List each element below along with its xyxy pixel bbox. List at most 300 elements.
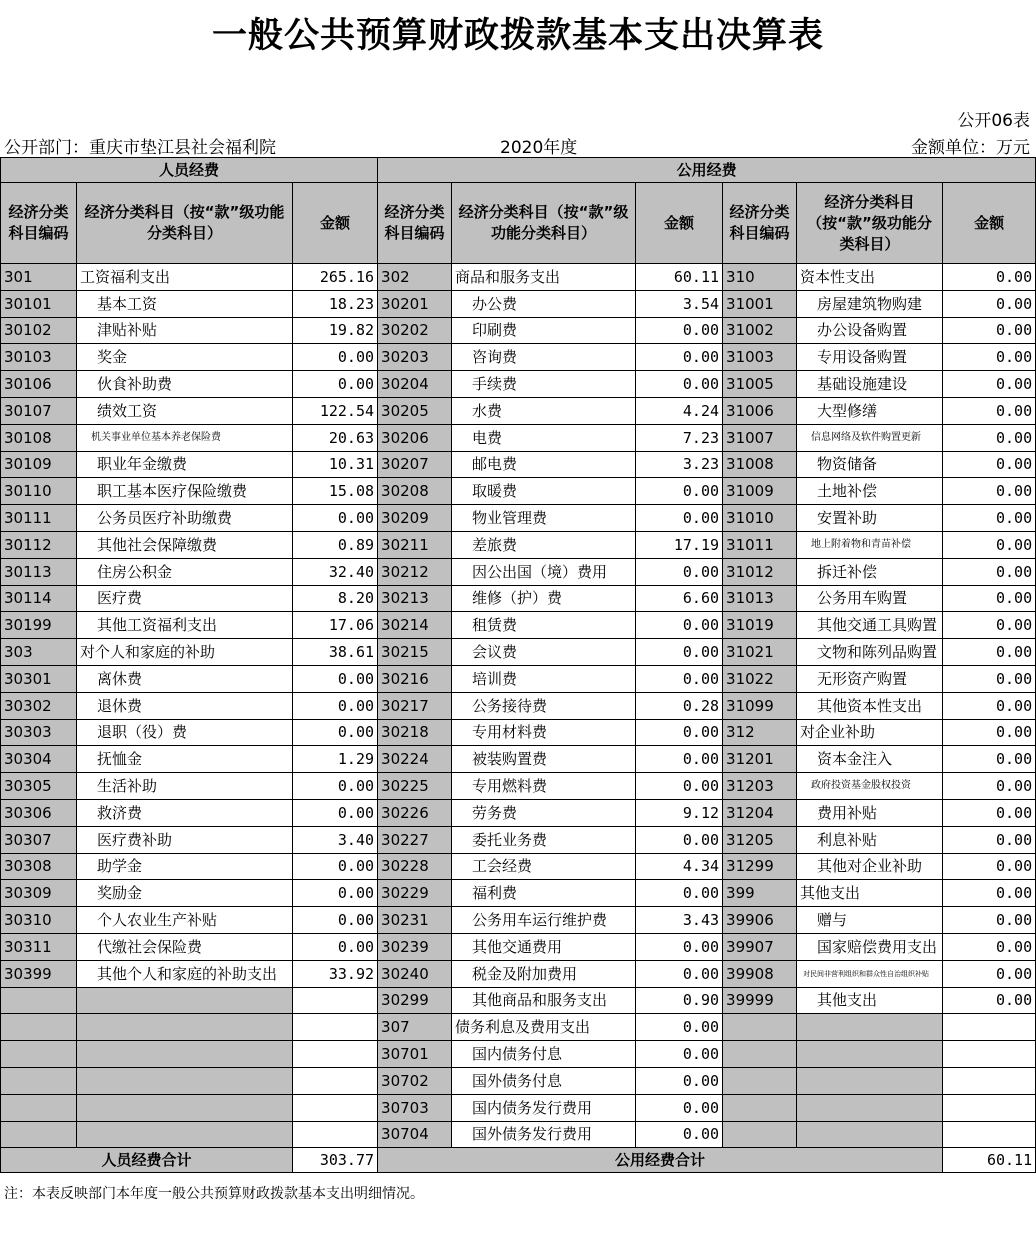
cell-amount: 8.20 bbox=[293, 585, 378, 612]
cell-amount: 0.00 bbox=[636, 665, 723, 692]
cell-name: 资本金注入 bbox=[797, 746, 943, 773]
cell-code: 31006 bbox=[723, 397, 797, 424]
cell-name bbox=[77, 1067, 293, 1094]
cell-code: 30217 bbox=[378, 692, 452, 719]
cell-amount: 0.00 bbox=[293, 344, 378, 371]
cell-amount: 0.00 bbox=[636, 1121, 723, 1148]
cell-code: 31022 bbox=[723, 665, 797, 692]
col-header-code: 经济分类科目编码 bbox=[1, 183, 77, 264]
cell-name: 地上附着物和青苗补偿 bbox=[797, 531, 943, 558]
cell-name: 专用设备购置 bbox=[797, 344, 943, 371]
cell-amount: 3.43 bbox=[636, 907, 723, 934]
cell-name: 职工基本医疗保险缴费 bbox=[77, 478, 293, 505]
cell-code: 307 bbox=[378, 1014, 452, 1041]
cell-name: 物资储备 bbox=[797, 451, 943, 478]
cell-name: 资本性支出 bbox=[797, 264, 943, 291]
cell-amount: 0.00 bbox=[636, 880, 723, 907]
cell-code: 39999 bbox=[723, 987, 797, 1014]
cell-amount: 0.00 bbox=[943, 424, 1036, 451]
cell-code: 30216 bbox=[378, 665, 452, 692]
cell-code: 30299 bbox=[378, 987, 452, 1014]
cell-code: 30108 bbox=[1, 424, 77, 451]
cell-name: 医疗费 bbox=[77, 585, 293, 612]
cell-name: 其他交通工具购置 bbox=[797, 612, 943, 639]
cell-amount: 0.00 bbox=[943, 826, 1036, 853]
cell-name: 公务员医疗补助缴费 bbox=[77, 505, 293, 532]
cell-name: 其他交通费用 bbox=[452, 933, 636, 960]
cell-name: 商品和服务支出 bbox=[452, 264, 636, 291]
cell-code: 302 bbox=[378, 264, 452, 291]
cell-amount: 9.12 bbox=[636, 799, 723, 826]
cell-name: 委托业务费 bbox=[452, 826, 636, 853]
table-row bbox=[1, 1014, 1036, 1041]
table-row bbox=[1, 531, 1036, 558]
expenditure-table bbox=[0, 157, 1036, 1173]
cell-code: 30199 bbox=[1, 612, 77, 639]
cell-name: 培训费 bbox=[452, 665, 636, 692]
cell-name: 其他个人和家庭的补助支出 bbox=[77, 960, 293, 987]
cell-code bbox=[723, 1121, 797, 1148]
cell-amount: 0.00 bbox=[943, 907, 1036, 934]
cell-amount bbox=[293, 1041, 378, 1068]
cell-amount: 0.00 bbox=[293, 799, 378, 826]
cell-name: 绩效工资 bbox=[77, 397, 293, 424]
cell-name: 政府投资基金股权投资 bbox=[797, 773, 943, 800]
cell-code: 30227 bbox=[378, 826, 452, 853]
cell-amount: 0.00 bbox=[943, 987, 1036, 1014]
cell-name: 专用燃料费 bbox=[452, 773, 636, 800]
table-row bbox=[1, 558, 1036, 585]
cell-name bbox=[77, 1094, 293, 1121]
cell-code: 31001 bbox=[723, 290, 797, 317]
cell-name bbox=[77, 987, 293, 1014]
group-header-personnel: 人员经费 bbox=[1, 158, 378, 183]
cell-amount: 60.11 bbox=[636, 264, 723, 291]
cell-code: 30231 bbox=[378, 907, 452, 934]
cell-amount bbox=[943, 1041, 1036, 1068]
cell-amount: 0.00 bbox=[943, 692, 1036, 719]
cell-name: 费用补贴 bbox=[797, 799, 943, 826]
cell-code: 30208 bbox=[378, 478, 452, 505]
personnel-total-value: 303.77 bbox=[293, 1148, 378, 1173]
cell-code: 30107 bbox=[1, 397, 77, 424]
cell-amount: 19.82 bbox=[293, 317, 378, 344]
cell-code bbox=[1, 1041, 77, 1068]
cell-code: 30311 bbox=[1, 933, 77, 960]
cell-amount bbox=[943, 1067, 1036, 1094]
table-row bbox=[1, 264, 1036, 291]
column-header-row bbox=[1, 183, 1036, 264]
table-row bbox=[1, 585, 1036, 612]
cell-name: 维修（护）费 bbox=[452, 585, 636, 612]
cell-code: 30306 bbox=[1, 799, 77, 826]
cell-code: 31203 bbox=[723, 773, 797, 800]
cell-amount: 0.00 bbox=[636, 719, 723, 746]
cell-name: 基本工资 bbox=[77, 290, 293, 317]
cell-amount bbox=[293, 1121, 378, 1148]
cell-name: 其他社会保障缴费 bbox=[77, 531, 293, 558]
cell-name bbox=[797, 1094, 943, 1121]
cell-name: 利息补贴 bbox=[797, 826, 943, 853]
cell-code bbox=[723, 1067, 797, 1094]
table-row bbox=[1, 639, 1036, 666]
cell-name bbox=[797, 1041, 943, 1068]
cell-name: 安置补助 bbox=[797, 505, 943, 532]
cell-amount: 0.00 bbox=[636, 317, 723, 344]
cell-amount: 0.00 bbox=[293, 665, 378, 692]
cell-name: 电费 bbox=[452, 424, 636, 451]
cell-name: 咨询费 bbox=[452, 344, 636, 371]
col-header-amount: 金额 bbox=[636, 183, 723, 264]
table-row bbox=[1, 987, 1036, 1014]
cell-code: 31013 bbox=[723, 585, 797, 612]
cell-code: 31010 bbox=[723, 505, 797, 532]
cell-amount: 0.00 bbox=[636, 371, 723, 398]
cell-name: 因公出国（境）费用 bbox=[452, 558, 636, 585]
cell-amount: 0.90 bbox=[636, 987, 723, 1014]
cell-code: 30309 bbox=[1, 880, 77, 907]
cell-amount: 0.00 bbox=[943, 746, 1036, 773]
cell-amount: 10.31 bbox=[293, 451, 378, 478]
cell-code: 30211 bbox=[378, 531, 452, 558]
cell-code: 30218 bbox=[378, 719, 452, 746]
table-row bbox=[1, 1041, 1036, 1068]
cell-code: 31007 bbox=[723, 424, 797, 451]
cell-code: 31019 bbox=[723, 612, 797, 639]
cell-name: 奖励金 bbox=[77, 880, 293, 907]
cell-amount: 0.00 bbox=[293, 719, 378, 746]
cell-code: 30224 bbox=[378, 746, 452, 773]
table-row bbox=[1, 746, 1036, 773]
cell-amount: 0.00 bbox=[636, 960, 723, 987]
table-row bbox=[1, 853, 1036, 880]
cell-code: 30114 bbox=[1, 585, 77, 612]
cell-code: 31205 bbox=[723, 826, 797, 853]
cell-amount: 0.89 bbox=[293, 531, 378, 558]
table-row bbox=[1, 773, 1036, 800]
table-row bbox=[1, 451, 1036, 478]
cell-amount: 0.28 bbox=[636, 692, 723, 719]
cell-name: 生活补助 bbox=[77, 773, 293, 800]
cell-amount: 0.00 bbox=[943, 451, 1036, 478]
cell-name: 退休费 bbox=[77, 692, 293, 719]
cell-code: 30307 bbox=[1, 826, 77, 853]
page-title: 一般公共预算财政拨款基本支出决算表 bbox=[211, 16, 824, 56]
footnote: 注：本表反映部门本年度一般公共预算财政拨款基本支出明细情况。 bbox=[4, 1186, 424, 1202]
cell-name: 对民间非营利组织和群众性自治组织补贴 bbox=[797, 960, 943, 987]
public-total-value: 60.11 bbox=[943, 1148, 1036, 1173]
cell-amount: 0.00 bbox=[943, 317, 1036, 344]
cell-amount: 0.00 bbox=[943, 639, 1036, 666]
cell-code: 30301 bbox=[1, 665, 77, 692]
cell-name: 公务用车运行维护费 bbox=[452, 907, 636, 934]
cell-name: 职业年金缴费 bbox=[77, 451, 293, 478]
cell-amount: 0.00 bbox=[943, 505, 1036, 532]
cell-name: 退职（役）费 bbox=[77, 719, 293, 746]
cell-name: 国外债务发行费用 bbox=[452, 1121, 636, 1148]
cell-name: 文物和陈列品购置 bbox=[797, 639, 943, 666]
cell-code: 30310 bbox=[1, 907, 77, 934]
cell-code: 30228 bbox=[378, 853, 452, 880]
cell-name: 赠与 bbox=[797, 907, 943, 934]
cell-code: 30304 bbox=[1, 746, 77, 773]
cell-code: 303 bbox=[1, 639, 77, 666]
table-row bbox=[1, 612, 1036, 639]
cell-amount: 0.00 bbox=[943, 558, 1036, 585]
cell-code: 30240 bbox=[378, 960, 452, 987]
cell-code: 31204 bbox=[723, 799, 797, 826]
cell-name: 被装购置费 bbox=[452, 746, 636, 773]
cell-name: 土地补偿 bbox=[797, 478, 943, 505]
table-row bbox=[1, 692, 1036, 719]
cell-name: 印刷费 bbox=[452, 317, 636, 344]
cell-code: 301 bbox=[1, 264, 77, 291]
cell-name: 对个人和家庭的补助 bbox=[77, 639, 293, 666]
cell-name: 其他工资福利支出 bbox=[77, 612, 293, 639]
cell-code: 30202 bbox=[378, 317, 452, 344]
cell-name: 国外债务付息 bbox=[452, 1067, 636, 1094]
cell-amount bbox=[943, 1094, 1036, 1121]
cell-code: 31201 bbox=[723, 746, 797, 773]
cell-amount: 0.00 bbox=[293, 692, 378, 719]
cell-amount: 15.08 bbox=[293, 478, 378, 505]
cell-name: 其他资本性支出 bbox=[797, 692, 943, 719]
cell-code: 31009 bbox=[723, 478, 797, 505]
table-row bbox=[1, 933, 1036, 960]
cell-code: 39907 bbox=[723, 933, 797, 960]
table-row bbox=[1, 478, 1036, 505]
cell-name: 劳务费 bbox=[452, 799, 636, 826]
cell-name: 抚恤金 bbox=[77, 746, 293, 773]
cell-name: 手续费 bbox=[452, 371, 636, 398]
table-row bbox=[1, 960, 1036, 987]
cell-name: 助学金 bbox=[77, 853, 293, 880]
cell-code: 30103 bbox=[1, 344, 77, 371]
cell-amount: 0.00 bbox=[636, 478, 723, 505]
cell-amount: 0.00 bbox=[293, 773, 378, 800]
cell-amount: 18.23 bbox=[293, 290, 378, 317]
cell-name: 办公设备购置 bbox=[797, 317, 943, 344]
cell-code: 31005 bbox=[723, 371, 797, 398]
cell-name: 信息网络及软件购置更新 bbox=[797, 424, 943, 451]
table-row bbox=[1, 1067, 1036, 1094]
table-row bbox=[1, 505, 1036, 532]
cell-name: 办公费 bbox=[452, 290, 636, 317]
cell-name bbox=[797, 1014, 943, 1041]
cell-amount: 0.00 bbox=[636, 344, 723, 371]
cell-code: 30204 bbox=[378, 371, 452, 398]
cell-code: 30215 bbox=[378, 639, 452, 666]
cell-amount: 122.54 bbox=[293, 397, 378, 424]
table-row bbox=[1, 665, 1036, 692]
cell-name bbox=[797, 1121, 943, 1148]
cell-code: 31099 bbox=[723, 692, 797, 719]
cell-code: 30113 bbox=[1, 558, 77, 585]
table-row bbox=[1, 719, 1036, 746]
table-row bbox=[1, 371, 1036, 398]
col-header-code: 经济分类科目编码 bbox=[378, 183, 452, 264]
department-label: 公开部门：重庆市垫江县社会福利院 bbox=[4, 138, 276, 158]
cell-amount: 0.00 bbox=[943, 344, 1036, 371]
cell-amount: 0.00 bbox=[293, 880, 378, 907]
cell-code bbox=[1, 1094, 77, 1121]
cell-amount: 0.00 bbox=[636, 773, 723, 800]
cell-code bbox=[723, 1094, 797, 1121]
cell-amount bbox=[943, 1014, 1036, 1041]
cell-name bbox=[77, 1014, 293, 1041]
cell-code: 31299 bbox=[723, 853, 797, 880]
cell-code: 399 bbox=[723, 880, 797, 907]
cell-name: 医疗费补助 bbox=[77, 826, 293, 853]
table-row bbox=[1, 344, 1036, 371]
cell-amount: 0.00 bbox=[293, 505, 378, 532]
table-row bbox=[1, 1094, 1036, 1121]
cell-code: 30305 bbox=[1, 773, 77, 800]
cell-code: 31003 bbox=[723, 344, 797, 371]
cell-amount: 0.00 bbox=[943, 264, 1036, 291]
cell-code: 31021 bbox=[723, 639, 797, 666]
cell-name: 税金及附加费用 bbox=[452, 960, 636, 987]
cell-name: 其他商品和服务支出 bbox=[452, 987, 636, 1014]
cell-code: 39906 bbox=[723, 907, 797, 934]
cell-name: 代缴社会保险费 bbox=[77, 933, 293, 960]
cell-code: 30302 bbox=[1, 692, 77, 719]
cell-amount: 0.00 bbox=[943, 880, 1036, 907]
cell-name: 工会经费 bbox=[452, 853, 636, 880]
cell-code bbox=[723, 1014, 797, 1041]
cell-code: 39908 bbox=[723, 960, 797, 987]
cell-amount bbox=[293, 987, 378, 1014]
cell-code: 30703 bbox=[378, 1094, 452, 1121]
cell-amount: 0.00 bbox=[636, 1067, 723, 1094]
cell-name: 其他支出 bbox=[797, 987, 943, 1014]
cell-name: 租赁费 bbox=[452, 612, 636, 639]
cell-code: 30226 bbox=[378, 799, 452, 826]
cell-code: 30213 bbox=[378, 585, 452, 612]
cell-amount: 0.00 bbox=[293, 907, 378, 934]
cell-amount: 0.00 bbox=[943, 612, 1036, 639]
col-header-amount: 金额 bbox=[293, 183, 378, 264]
cell-amount: 32.40 bbox=[293, 558, 378, 585]
cell-amount: 0.00 bbox=[636, 612, 723, 639]
cell-name: 离休费 bbox=[77, 665, 293, 692]
cell-amount: 3.23 bbox=[636, 451, 723, 478]
cell-name: 国内债务付息 bbox=[452, 1041, 636, 1068]
table-row bbox=[1, 826, 1036, 853]
cell-amount: 33.92 bbox=[293, 960, 378, 987]
cell-code: 30702 bbox=[378, 1067, 452, 1094]
cell-amount: 3.40 bbox=[293, 826, 378, 853]
cell-amount: 0.00 bbox=[943, 665, 1036, 692]
cell-code: 30225 bbox=[378, 773, 452, 800]
table-row bbox=[1, 424, 1036, 451]
cell-amount: 0.00 bbox=[636, 505, 723, 532]
cell-amount: 0.00 bbox=[293, 371, 378, 398]
cell-amount: 1.29 bbox=[293, 746, 378, 773]
cell-code: 30229 bbox=[378, 880, 452, 907]
cell-code: 30106 bbox=[1, 371, 77, 398]
cell-code: 30110 bbox=[1, 478, 77, 505]
cell-code: 30203 bbox=[378, 344, 452, 371]
cell-amount: 0.00 bbox=[636, 933, 723, 960]
cell-code: 312 bbox=[723, 719, 797, 746]
cell-name: 房屋建筑物购建 bbox=[797, 290, 943, 317]
cell-amount: 4.24 bbox=[636, 397, 723, 424]
group-header-row bbox=[1, 158, 1036, 183]
cell-amount bbox=[943, 1121, 1036, 1148]
cell-amount: 17.06 bbox=[293, 612, 378, 639]
cell-name: 奖金 bbox=[77, 344, 293, 371]
cell-code: 30399 bbox=[1, 960, 77, 987]
cell-name: 对企业补助 bbox=[797, 719, 943, 746]
cell-name: 国内债务发行费用 bbox=[452, 1094, 636, 1121]
table-row bbox=[1, 880, 1036, 907]
table-row bbox=[1, 907, 1036, 934]
cell-name: 邮电费 bbox=[452, 451, 636, 478]
cell-name: 会议费 bbox=[452, 639, 636, 666]
totals-row bbox=[1, 1148, 1036, 1173]
cell-amount: 0.00 bbox=[943, 960, 1036, 987]
cell-code: 30308 bbox=[1, 853, 77, 880]
cell-name: 基础设施建设 bbox=[797, 371, 943, 398]
cell-code: 31002 bbox=[723, 317, 797, 344]
cell-code bbox=[1, 987, 77, 1014]
cell-code: 30701 bbox=[378, 1041, 452, 1068]
cell-name bbox=[77, 1121, 293, 1148]
table-row bbox=[1, 1121, 1036, 1148]
cell-code: 31012 bbox=[723, 558, 797, 585]
cell-code: 30704 bbox=[378, 1121, 452, 1148]
cell-amount bbox=[293, 1014, 378, 1041]
cell-code: 30102 bbox=[1, 317, 77, 344]
col-header-amount: 金额 bbox=[943, 183, 1036, 264]
cell-name: 债务利息及费用支出 bbox=[452, 1014, 636, 1041]
cell-code: 30206 bbox=[378, 424, 452, 451]
table-row bbox=[1, 799, 1036, 826]
cell-amount: 0.00 bbox=[636, 826, 723, 853]
cell-name: 专用材料费 bbox=[452, 719, 636, 746]
cell-code: 30201 bbox=[378, 290, 452, 317]
unit-label: 金额单位：万元 bbox=[911, 138, 1030, 158]
cell-name: 其他对企业补助 bbox=[797, 853, 943, 880]
col-header-code: 经济分类科目编码 bbox=[723, 183, 797, 264]
cell-amount: 265.16 bbox=[293, 264, 378, 291]
cell-code: 31011 bbox=[723, 531, 797, 558]
col-header-name: 经济分类科目（按“款”级功能分类科目） bbox=[452, 183, 636, 264]
cell-code: 30303 bbox=[1, 719, 77, 746]
cell-name: 无形资产购置 bbox=[797, 665, 943, 692]
cell-code: 310 bbox=[723, 264, 797, 291]
cell-name: 水费 bbox=[452, 397, 636, 424]
group-header-public: 公用经费 bbox=[378, 158, 1036, 183]
table-code: 公开06表 bbox=[957, 111, 1030, 131]
cell-name: 其他支出 bbox=[797, 880, 943, 907]
cell-amount: 0.00 bbox=[943, 397, 1036, 424]
cell-name: 取暖费 bbox=[452, 478, 636, 505]
cell-code bbox=[1, 1014, 77, 1041]
cell-amount: 0.00 bbox=[636, 746, 723, 773]
cell-code: 30101 bbox=[1, 290, 77, 317]
cell-name: 公务用车购置 bbox=[797, 585, 943, 612]
cell-amount: 7.23 bbox=[636, 424, 723, 451]
cell-code: 30212 bbox=[378, 558, 452, 585]
cell-name bbox=[797, 1067, 943, 1094]
cell-amount: 0.00 bbox=[636, 1014, 723, 1041]
cell-amount: 0.00 bbox=[943, 290, 1036, 317]
cell-name: 国家赔偿费用支出 bbox=[797, 933, 943, 960]
cell-name: 工资福利支出 bbox=[77, 264, 293, 291]
table-row bbox=[1, 397, 1036, 424]
